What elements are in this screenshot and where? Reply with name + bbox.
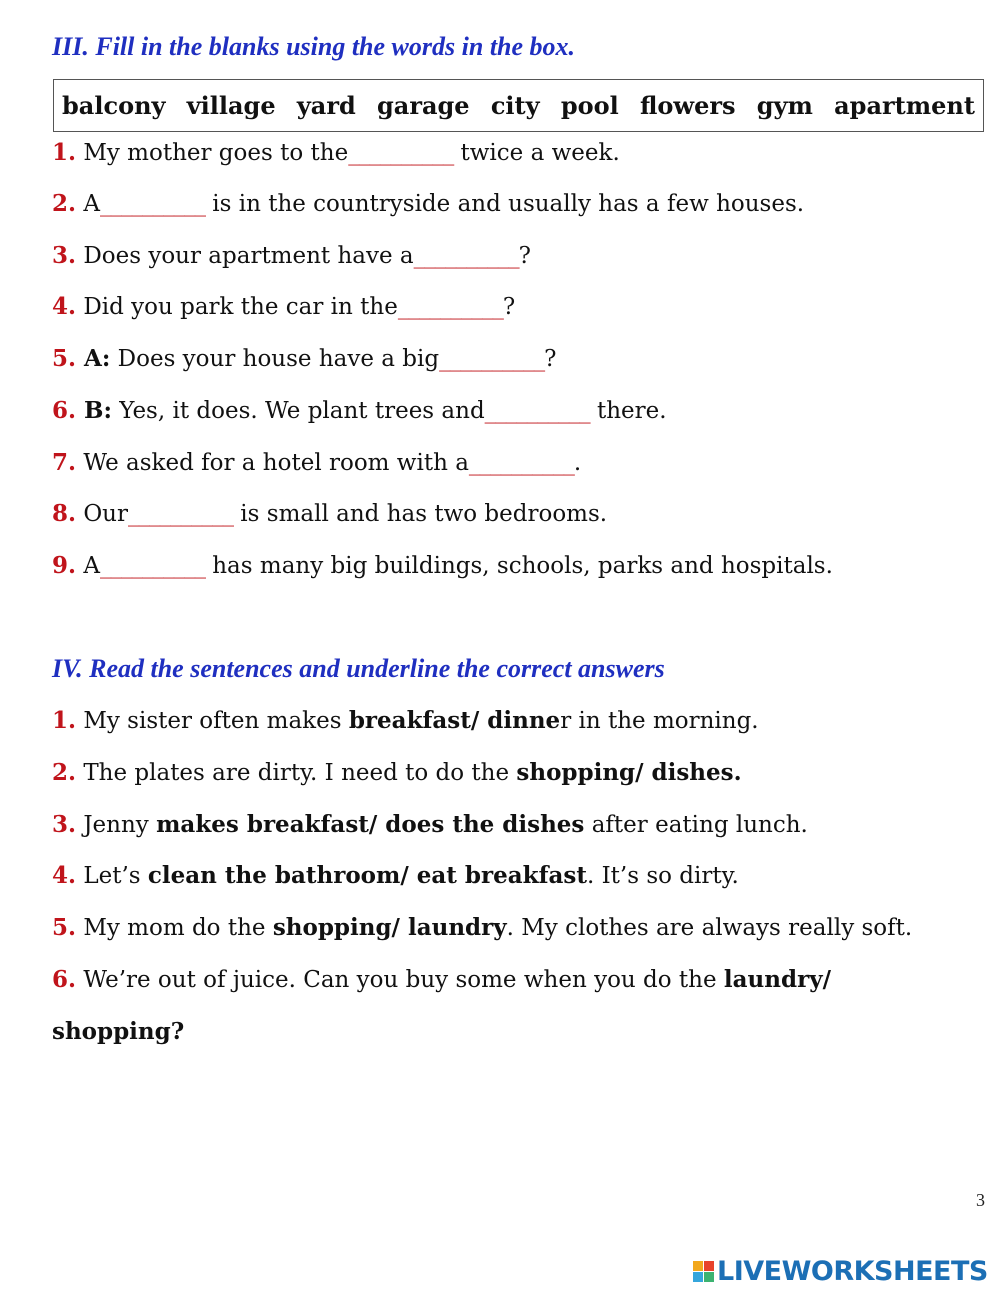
item-text: ? [544,346,557,372]
item-text: after eating lunch. [584,812,808,838]
item-text: . My clothes are always really soft. [506,915,913,941]
answer-choices[interactable]: clean the bathroom/ eat breakfast [147,862,587,889]
item-text: . It’s so dirty. [586,863,739,889]
section-3-title: III. Fill in the blanks using the words in the box. [52,32,576,61]
brand-name: LIVEWORKSHEETS [717,1255,988,1287]
answer-choices[interactable]: shopping/ laundry [272,914,507,941]
item-text: is small and has two bedrooms. [233,501,608,527]
item-text: r in the morning. [560,708,759,734]
item-text: Our [76,501,128,527]
answer-blank[interactable]: __________ [397,294,503,320]
item-number: 1. [52,139,77,166]
word-bank-item: yard [296,91,356,120]
answer-blank[interactable]: __________ [128,501,233,527]
choice-item-1 [52,707,759,734]
item-text: Did you park the car in the [76,294,398,320]
item-text: has many big buildings, schools, parks and hospitals. [204,553,833,579]
answer-blank[interactable]: __________ [413,243,519,269]
choice-item-4 [52,862,739,889]
item-text: there. [589,398,667,424]
liveworksheets-logo [693,1256,988,1286]
word-bank-item: balcony [62,91,166,120]
item-text: . [573,450,582,476]
item-number: 7. [52,449,77,476]
item-text: is in the countryside and usually has a few houses. [204,191,805,217]
item-number: 4. [52,293,77,320]
item-number: 3. [52,242,77,269]
item-text: Yes, it does. We plant trees and [111,398,485,424]
speaker-label: A: [76,345,111,372]
item-text: My sister often makes [76,708,349,734]
item-text: A [76,553,100,579]
item-number: 2. [52,190,77,217]
item-number: 6. [52,966,77,993]
item-text: My mother goes to the [76,140,349,166]
item-text: The plates are dirty. I need to do the [76,760,517,786]
answer-choices[interactable]: makes breakfast/ does the dishes [156,811,585,838]
answer-choices[interactable]: breakfast/ dinne [348,707,561,734]
fill-blank-item-1 [52,139,620,166]
item-text: ? [502,294,516,320]
answer-choices[interactable]: laundry/ [723,966,831,993]
liveworksheets-logo-icon [693,1261,714,1282]
answer-blank[interactable]: __________ [439,346,545,372]
answer-choices[interactable]: shopping? [52,1018,185,1045]
item-number: 1. [52,707,77,734]
fill-blank-item-7 [52,449,581,476]
answer-blank[interactable]: __________ [468,450,574,476]
choice-item-6-continuation [52,1018,184,1045]
answer-blank[interactable]: __________ [484,398,590,424]
item-text: We’re out of juice. Can you buy some when you do the [76,967,724,993]
choice-item-5 [52,914,912,941]
logo-square-icon [693,1272,703,1282]
item-text: Jenny [76,812,157,838]
fill-blank-item-6 [52,397,667,424]
fill-blank-item-4 [52,293,515,320]
item-number: 8. [52,500,77,527]
word-box [53,79,984,132]
answer-blank[interactable]: __________ [99,553,205,579]
item-text: A [76,191,100,217]
fill-blank-item-9 [52,552,833,579]
item-number: 9. [52,552,77,579]
fill-blank-item-2 [52,190,804,217]
page-number: 3 [976,1190,985,1210]
logo-square-icon [704,1272,714,1282]
item-text: Does your house have a big [110,346,440,372]
fill-blank-item-8 [52,500,607,527]
item-number: 6. [52,397,77,424]
word-bank-item: gym [756,91,813,120]
item-text: ? [518,243,531,269]
word-bank-item: apartment [834,91,975,120]
answer-blank[interactable]: __________ [99,191,205,217]
item-text: twice a week. [453,140,620,166]
logo-square-icon [704,1261,714,1271]
choice-item-6 [52,966,831,993]
word-bank-item: village [186,91,276,120]
word-bank-item: flowers [639,91,736,120]
choice-item-3 [52,811,808,838]
word-bank-item: city [490,91,540,120]
word-bank-item: garage [377,91,470,120]
item-number: 3. [52,811,77,838]
item-text: Let’s [76,863,148,889]
item-number: 4. [52,862,77,889]
item-text: We asked for a hotel room with a [76,450,469,476]
choice-item-2 [52,759,742,786]
fill-blank-item-3 [52,242,531,269]
item-text: My mom do the [76,915,273,941]
item-number: 5. [52,345,77,372]
word-bank-item: pool [560,91,619,120]
logo-square-icon [693,1261,703,1271]
answer-choices[interactable]: shopping/ dishes. [516,759,742,786]
speaker-label: B: [76,397,112,424]
fill-blank-item-5 [52,345,556,372]
answer-blank[interactable]: __________ [348,140,454,166]
item-number: 5. [52,914,77,941]
section-4-title: IV. Read the sentences and underline the correct answers [52,654,665,683]
item-number: 2. [52,759,77,786]
item-text: Does your apartment have a [76,243,414,269]
